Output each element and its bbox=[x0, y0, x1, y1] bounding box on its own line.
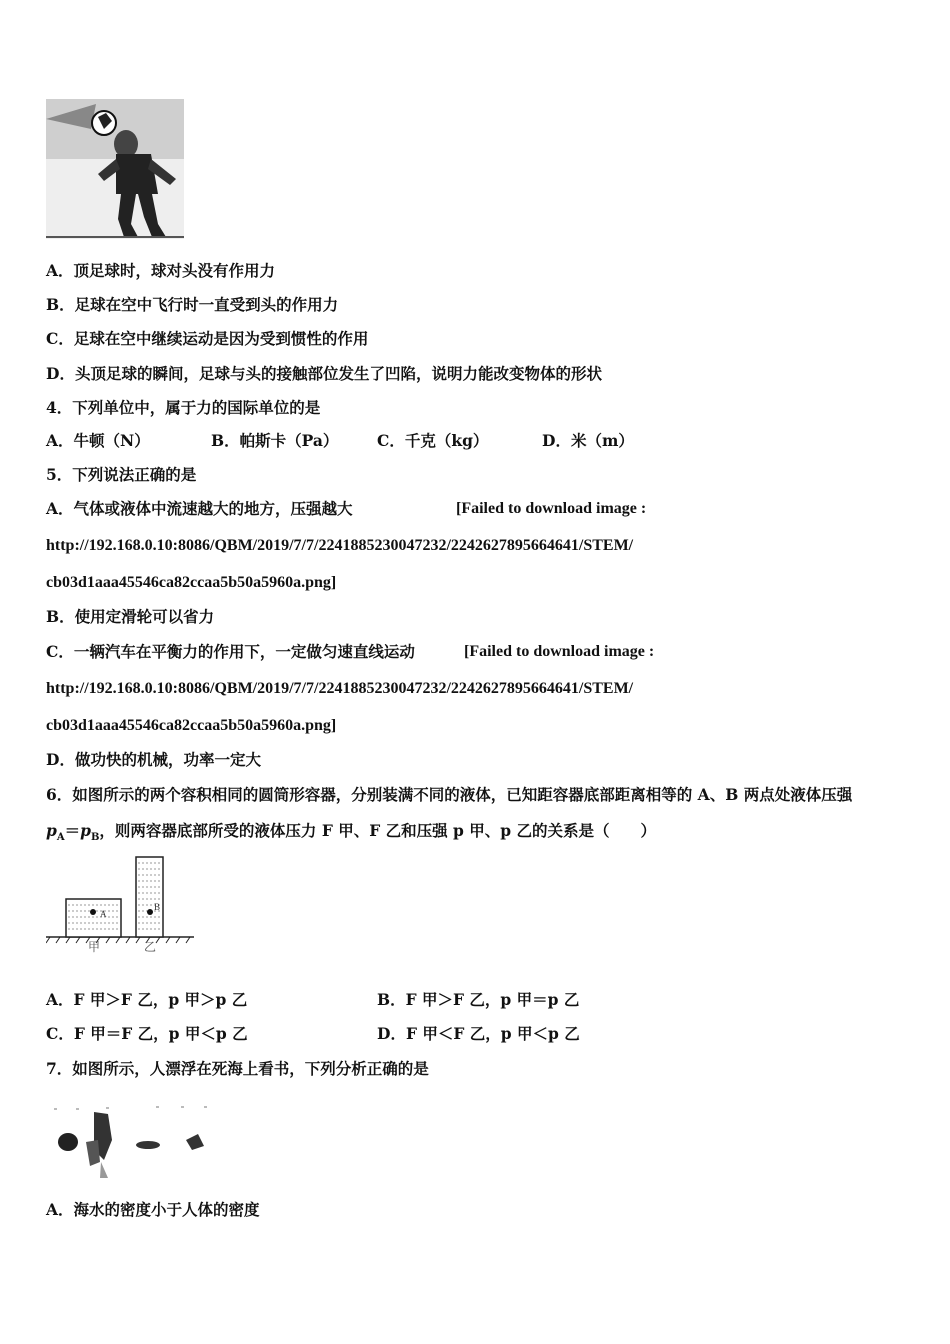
q5-option-c: C．一辆汽车在平衡力的作用下，一定做匀速直线运动 bbox=[46, 642, 415, 661]
q3-option-a: A．顶足球时，球对头没有作用力 bbox=[46, 261, 276, 280]
q6-stem-rest: ，则两容器底部所受的液体压力 F 甲、F 乙和压强 p 甲、p 乙的关系是（ ） bbox=[99, 821, 656, 840]
q5-a-failed-image-2: http://192.168.0.10:8086/QBM/2019/7/7/2241885230047232/2242627895664641/STEM/ bbox=[46, 537, 634, 554]
q6-pb-sub: B bbox=[90, 832, 100, 844]
q6-option-d: D．F 甲＜F 乙，p 甲＜p 乙 bbox=[377, 1024, 580, 1043]
q5-option-d: D．做功快的机械，功率一定大 bbox=[46, 750, 261, 769]
q3-option-b: B．足球在空中飞行时一直受到头的作用力 bbox=[46, 295, 339, 314]
q7-option-a: A．海水的密度小于人体的密度 bbox=[46, 1200, 260, 1219]
q3-option-c: C．足球在空中继续运动是因为受到惯性的作用 bbox=[46, 329, 369, 348]
q6-option-c: C．F 甲＝F 乙，p 甲＜p 乙 bbox=[46, 1024, 248, 1043]
q4-option-d: D．米（m） bbox=[542, 431, 634, 450]
containers-figure bbox=[46, 855, 196, 955]
q4-stem: 4．下列单位中，属于力的国际单位的是 bbox=[46, 398, 321, 417]
soccer-header-figure bbox=[46, 99, 184, 239]
q6-option-a: A．F 甲＞F 乙，p 甲＞p 乙 bbox=[46, 990, 248, 1009]
q7-stem: 7．如图所示，人漂浮在死海上看书，下列分析正确的是 bbox=[46, 1059, 429, 1078]
dead-sea-figure bbox=[46, 1100, 211, 1180]
q6-pa-sub: A bbox=[56, 832, 65, 844]
q5-c-failed-image-1: [Failed to download image : bbox=[464, 643, 655, 660]
q6-option-b: B．F 甲＞F 乙，p 甲＝p 乙 bbox=[377, 990, 580, 1009]
q5-stem: 5．下列说法正确的是 bbox=[46, 465, 197, 484]
label-jia: 甲 bbox=[88, 940, 101, 954]
q5-c-failed-image-3: cb03d1aaa45546ca82ccaa5b50a5960a.png] bbox=[46, 717, 337, 734]
q5-a-failed-image-1: [Failed to download image : bbox=[456, 500, 647, 517]
q4-option-b: B．帕斯卡（Pa） bbox=[211, 431, 339, 450]
q6-eq: ＝ bbox=[64, 821, 81, 840]
label-a: A bbox=[100, 909, 107, 919]
q6-pb-symbol: p bbox=[80, 821, 91, 840]
q4-option-c: C．千克（kg） bbox=[377, 431, 489, 450]
q4-option-a: A．牛顿（N） bbox=[46, 431, 150, 450]
q5-c-failed-image-2: http://192.168.0.10:8086/QBM/2019/7/7/2241885230047232/2242627895664641/STEM/ bbox=[46, 680, 634, 697]
label-b: B bbox=[154, 902, 161, 912]
label-yi: 乙 bbox=[144, 940, 157, 954]
q5-a-failed-image-3: cb03d1aaa45546ca82ccaa5b50a5960a.png] bbox=[46, 574, 337, 591]
q6-pa-symbol: p bbox=[46, 821, 57, 840]
q5-option-b: B．使用定滑轮可以省力 bbox=[46, 607, 215, 626]
q6-stem-line2 bbox=[46, 821, 656, 848]
q5-option-a: A．气体或液体中流速越大的地方，压强越大 bbox=[46, 499, 353, 518]
q3-option-d: D．头顶足球的瞬间，足球与头的接触部位发生了凹陷，说明力能改变物体的形状 bbox=[46, 364, 602, 383]
q6-stem-line1: 6．如图所示的两个容积相同的圆筒形容器，分别装满不同的液体，已知距容器底部距离相等的 A、B 两点处液体压强 bbox=[46, 785, 853, 804]
